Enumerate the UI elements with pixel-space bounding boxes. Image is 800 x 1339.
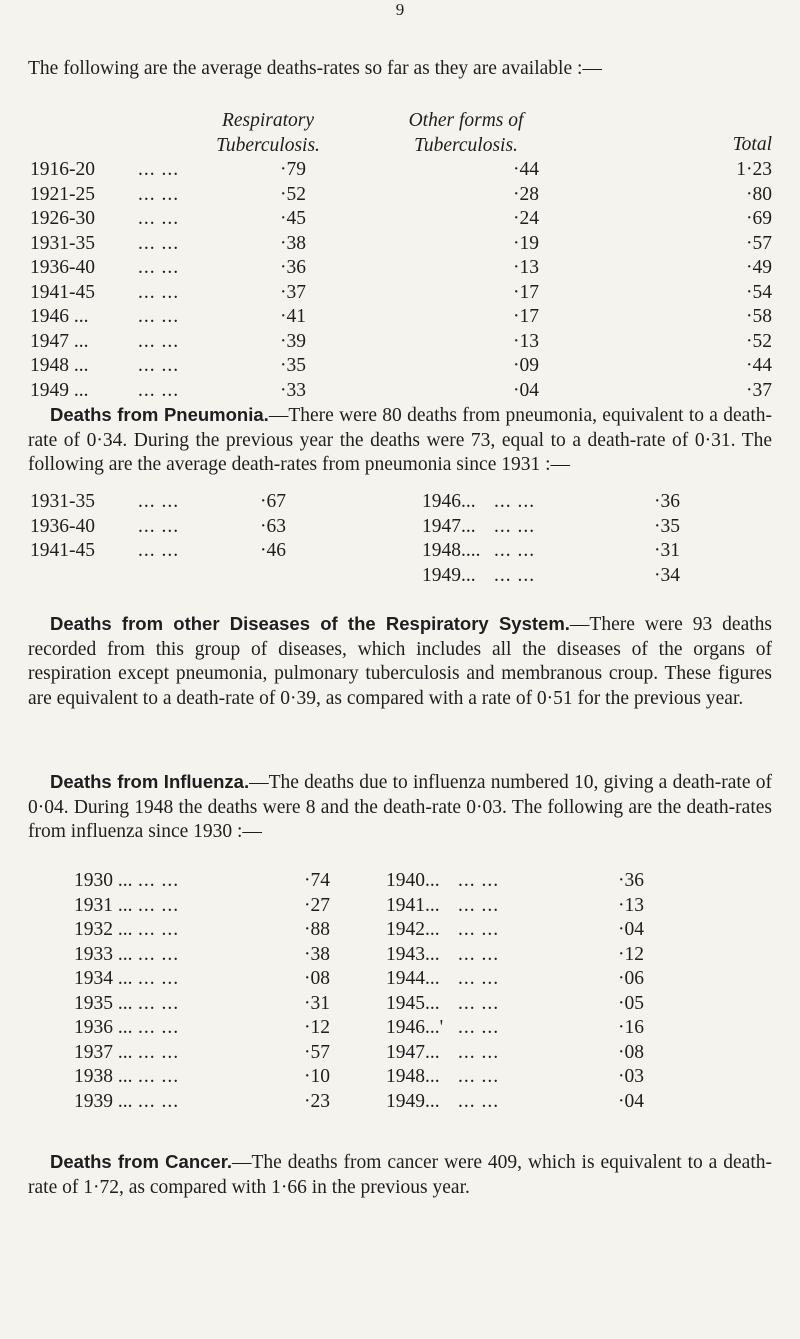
rate-cell: ·23 [304, 1090, 330, 1112]
cancer-text: —The deaths from cancer were 409, which is equivalent to a death-rate of 1·72, as compared with 1·66 in the previous year. [28, 1152, 772, 1198]
leader-dots: ... ... [138, 943, 180, 965]
rate-cell: ·36 [618, 870, 644, 891]
total-rate-cell: ·80 [746, 183, 772, 205]
respiratory-other-heading: Deaths from other Diseases of the Respiratory System. [50, 613, 570, 634]
leader-dots: ... ... [494, 491, 536, 512]
spacer [556, 379, 716, 404]
rate-cell: ·16 [618, 1017, 644, 1038]
header-respiratory-line2: Tuberculosis. [216, 134, 320, 156]
rate-cell: ·12 [618, 943, 644, 965]
total-rate-cell: ·49 [746, 257, 772, 278]
year-cell: 1931 ... [74, 894, 133, 916]
leader-dots: ... ... [494, 540, 536, 561]
rate-cell: ·35 [654, 515, 680, 537]
year-cell: 1942... [386, 919, 440, 940]
rate-cell: ·63 [260, 515, 286, 537]
influenza-table [74, 869, 644, 1114]
leader-dots: ... ... [458, 943, 500, 965]
table-row [30, 281, 772, 306]
leader-dots: ... ... [458, 894, 500, 916]
rate-cell: ·08 [618, 1041, 644, 1063]
table-row [30, 232, 772, 257]
spacer [326, 183, 496, 208]
period-cell: 1936-40 [30, 515, 95, 537]
period-cell: 1946 ... [30, 306, 89, 327]
spacer [556, 158, 716, 183]
rate-cell: ·05 [618, 992, 644, 1014]
other-rate-cell: ·09 [513, 355, 539, 376]
leader-dots: ... ... [494, 515, 536, 537]
spacer [352, 1065, 386, 1090]
header-respiratory-line1: Respiratory [221, 110, 315, 131]
leader-dots: ... ... [138, 1066, 180, 1087]
table-row [30, 354, 772, 379]
pneumonia-text: —There were 80 deaths from pneumonia, equivalent to a death-rate of 0·34. During the previous year the deaths were 73, equal to a death-rate of 0·31. The following are the average death-rates from pneumonia since 1931 :— [28, 405, 772, 475]
period-cell: 1931-35 [30, 232, 95, 254]
cancer-heading: Deaths from Cancer. [50, 1151, 233, 1172]
leader-dots: ... ... [138, 355, 180, 376]
year-cell: 1933 ... [74, 943, 133, 965]
page-number: 9 [395, 0, 405, 19]
rate-cell: ·13 [618, 894, 644, 916]
spacer [352, 943, 386, 968]
rate-cell: ·12 [304, 1017, 330, 1038]
period-cell: 1947 ... [30, 330, 89, 352]
table-row [74, 894, 644, 919]
rate-cell: ·27 [304, 894, 330, 916]
spacer [556, 232, 716, 257]
respiratory-other-text: —There were 93 deaths recorded from this group of diseases, which includes all the diseases of the organs of respiration except pneumonia, pulmonary tuberculosis and membranous croup. These figures are equivalent to a death-rate of 0·39, as compared with a rate of 0·51 for the previous year. [28, 614, 773, 709]
other-rate-cell: ·13 [513, 330, 539, 352]
table-row [30, 379, 772, 404]
period-cell: 1931-35 [30, 491, 95, 512]
table-row [30, 207, 772, 232]
rate-cell: ·67 [260, 491, 286, 512]
rate-cell: ·88 [304, 919, 330, 940]
rate-cell: ·46 [260, 540, 286, 561]
year-cell: 1949... [386, 1090, 440, 1112]
respiratory-rate-cell: ·33 [280, 379, 306, 401]
respiratory-rate-cell: ·35 [280, 355, 306, 376]
spacer [326, 305, 496, 330]
total-rate-cell: ·54 [746, 281, 772, 303]
rate-cell: ·74 [304, 870, 330, 891]
cancer-paragraph [28, 1150, 772, 1200]
table-row [30, 515, 308, 540]
period-cell: 1949... [422, 564, 476, 586]
spacer [352, 1016, 386, 1041]
year-cell: 1937 ... [74, 1041, 133, 1063]
period-cell: 1947... [422, 515, 476, 537]
spacer [352, 894, 386, 919]
influenza-text: —The deaths due to influenza numbered 10, giving a death-rate of 0·04. During 1948 the deaths were 8 and the death-rate 0·03. The following are the death-rates from influenza since 1930 :— [28, 772, 772, 842]
spacer [556, 207, 716, 232]
spacer [326, 207, 496, 232]
year-cell: 1930 ... [74, 870, 133, 891]
respiratory-rate-cell: ·41 [280, 306, 306, 327]
rate-cell: ·36 [654, 491, 680, 512]
respiratory-other-paragraph [28, 612, 772, 711]
rate-cell: ·31 [304, 992, 330, 1014]
header-other-forms [396, 109, 536, 158]
year-cell: 1938 ... [74, 1066, 133, 1087]
other-rate-cell: ·17 [513, 306, 539, 327]
table-row [30, 330, 772, 355]
leader-dots: ... ... [138, 306, 180, 327]
table-row [74, 918, 644, 943]
spacer [352, 869, 386, 894]
rate-cell: ·10 [304, 1066, 330, 1087]
table-row [74, 869, 644, 894]
respiratory-rate-cell: ·36 [280, 257, 306, 278]
period-cell: 1946... [422, 491, 476, 512]
spacer [556, 281, 716, 306]
other-rate-cell: ·04 [513, 379, 539, 401]
table-row [74, 943, 644, 968]
rate-cell: ·57 [304, 1041, 330, 1063]
period-cell: 1916-20 [30, 159, 95, 180]
rate-cell: ·31 [654, 540, 680, 561]
other-rate-cell: ·13 [513, 257, 539, 278]
leader-dots: ... ... [138, 992, 180, 1014]
table-row [30, 490, 308, 515]
tuberculosis-table [30, 158, 772, 403]
leader-dots: ... ... [458, 870, 500, 891]
spacer [556, 330, 716, 355]
header-respiratory [198, 109, 338, 158]
other-rate-cell: ·19 [513, 232, 539, 254]
period-cell: 1921-25 [30, 183, 95, 205]
table-row [422, 564, 680, 589]
year-cell: 1934 ... [74, 968, 133, 989]
table-row [30, 539, 308, 564]
year-cell: 1940... [386, 870, 440, 891]
spacer [352, 1041, 386, 1066]
spacer [326, 232, 496, 257]
leader-dots: ... ... [138, 540, 180, 561]
year-cell: 1946...' [386, 1017, 444, 1038]
total-rate-cell: 1·23 [736, 159, 772, 180]
influenza-paragraph [28, 770, 772, 845]
leader-dots: ... ... [138, 515, 180, 537]
spacer [556, 256, 716, 281]
spacer [556, 354, 716, 379]
leader-dots: ... ... [138, 870, 180, 891]
period-cell: 1926-30 [30, 208, 95, 229]
leader-dots: ... ... [458, 1090, 500, 1112]
respiratory-rate-cell: ·52 [280, 183, 306, 205]
year-cell: 1932 ... [74, 919, 133, 940]
spacer [326, 281, 496, 306]
table-row [74, 1065, 644, 1090]
leader-dots: ... ... [458, 968, 500, 989]
leader-dots: ... ... [458, 1041, 500, 1063]
leader-dots: ... ... [458, 919, 500, 940]
table-row [422, 539, 680, 564]
spacer [352, 967, 386, 992]
table-row [422, 515, 680, 540]
total-rate-cell: ·69 [746, 208, 772, 229]
rate-cell: ·04 [618, 919, 644, 940]
rate-cell: ·08 [304, 968, 330, 989]
spacer [352, 918, 386, 943]
header-total: Total [732, 134, 772, 155]
spacer [556, 305, 716, 330]
pneumonia-heading: Deaths from Pneumonia. [50, 404, 269, 425]
leader-dots: ... ... [138, 894, 180, 916]
year-cell: 1936 ... [74, 1017, 133, 1038]
period-cell: 1948 ... [30, 355, 89, 376]
year-cell: 1941... [386, 894, 440, 916]
table-row [30, 305, 772, 330]
pneumonia-table-right [422, 490, 680, 588]
spacer [326, 158, 496, 183]
year-cell: 1943... [386, 943, 440, 965]
year-cell: 1944... [386, 968, 440, 989]
leader-dots: ... ... [138, 159, 180, 180]
leader-dots: ... ... [458, 1017, 500, 1038]
year-cell: 1948... [386, 1066, 440, 1087]
other-rate-cell: ·44 [513, 159, 539, 180]
table-row [30, 256, 772, 281]
leader-dots: ... ... [138, 330, 180, 352]
spacer [326, 354, 496, 379]
leader-dots: ... ... [138, 1017, 180, 1038]
period-cell: 1936-40 [30, 257, 95, 278]
spacer [326, 330, 496, 355]
leader-dots: ... ... [458, 992, 500, 1014]
spacer [352, 992, 386, 1017]
period-cell: 1948.... [422, 540, 481, 561]
rate-cell: ·03 [618, 1066, 644, 1087]
total-rate-cell: ·57 [746, 232, 772, 254]
respiratory-rate-cell: ·79 [280, 159, 306, 180]
spacer [326, 379, 496, 404]
header-other-line2: Tuberculosis. [414, 134, 518, 156]
intro-paragraph: The following are the average deaths-rates so far as they are available :— [28, 58, 602, 79]
leader-dots: ... ... [138, 257, 180, 278]
respiratory-rate-cell: ·39 [280, 330, 306, 352]
leader-dots: ... ... [494, 564, 536, 586]
table-row [74, 967, 644, 992]
total-rate-cell: ·58 [746, 306, 772, 327]
year-cell: 1939 ... [74, 1090, 133, 1112]
spacer [556, 183, 716, 208]
leader-dots: ... ... [138, 232, 180, 254]
year-cell: 1935 ... [74, 992, 133, 1014]
table-row [74, 1090, 644, 1115]
respiratory-rate-cell: ·38 [280, 232, 306, 254]
leader-dots: ... ... [138, 208, 180, 229]
spacer [326, 256, 496, 281]
leader-dots: ... ... [138, 919, 180, 940]
period-cell: 1949 ... [30, 379, 89, 401]
header-other-line1: Other forms of [408, 110, 524, 131]
respiratory-rate-cell: ·45 [280, 208, 306, 229]
rate-cell: ·06 [618, 968, 644, 989]
rate-cell: ·04 [618, 1090, 644, 1112]
spacer [352, 1090, 386, 1115]
period-cell: 1941-45 [30, 540, 95, 561]
leader-dots: ... ... [458, 1066, 500, 1087]
pneumonia-paragraph [28, 403, 772, 478]
total-rate-cell: ·37 [746, 379, 772, 401]
other-rate-cell: ·28 [513, 183, 539, 205]
rate-cell: ·38 [304, 943, 330, 965]
respiratory-rate-cell: ·37 [280, 281, 306, 303]
rate-cell: ·34 [654, 564, 680, 586]
leader-dots: ... ... [138, 1041, 180, 1063]
year-cell: 1947... [386, 1041, 440, 1063]
influenza-heading: Deaths from Influenza. [50, 771, 250, 792]
period-cell: 1941-45 [30, 281, 95, 303]
table-row [74, 992, 644, 1017]
leader-dots: ... ... [138, 379, 180, 401]
table-row [74, 1016, 644, 1041]
other-rate-cell: ·17 [513, 281, 539, 303]
leader-dots: ... ... [138, 281, 180, 303]
table-row [422, 490, 680, 515]
total-rate-cell: ·44 [746, 355, 772, 376]
leader-dots: ... ... [138, 968, 180, 989]
table-row [30, 158, 772, 183]
other-rate-cell: ·24 [513, 208, 539, 229]
total-rate-cell: ·52 [746, 330, 772, 352]
pneumonia-table-left [30, 490, 308, 564]
table-row [74, 1041, 644, 1066]
table-row [30, 183, 772, 208]
leader-dots: ... ... [138, 1090, 180, 1112]
leader-dots: ... ... [138, 183, 180, 205]
leader-dots: ... ... [138, 491, 180, 512]
year-cell: 1945... [386, 992, 440, 1014]
